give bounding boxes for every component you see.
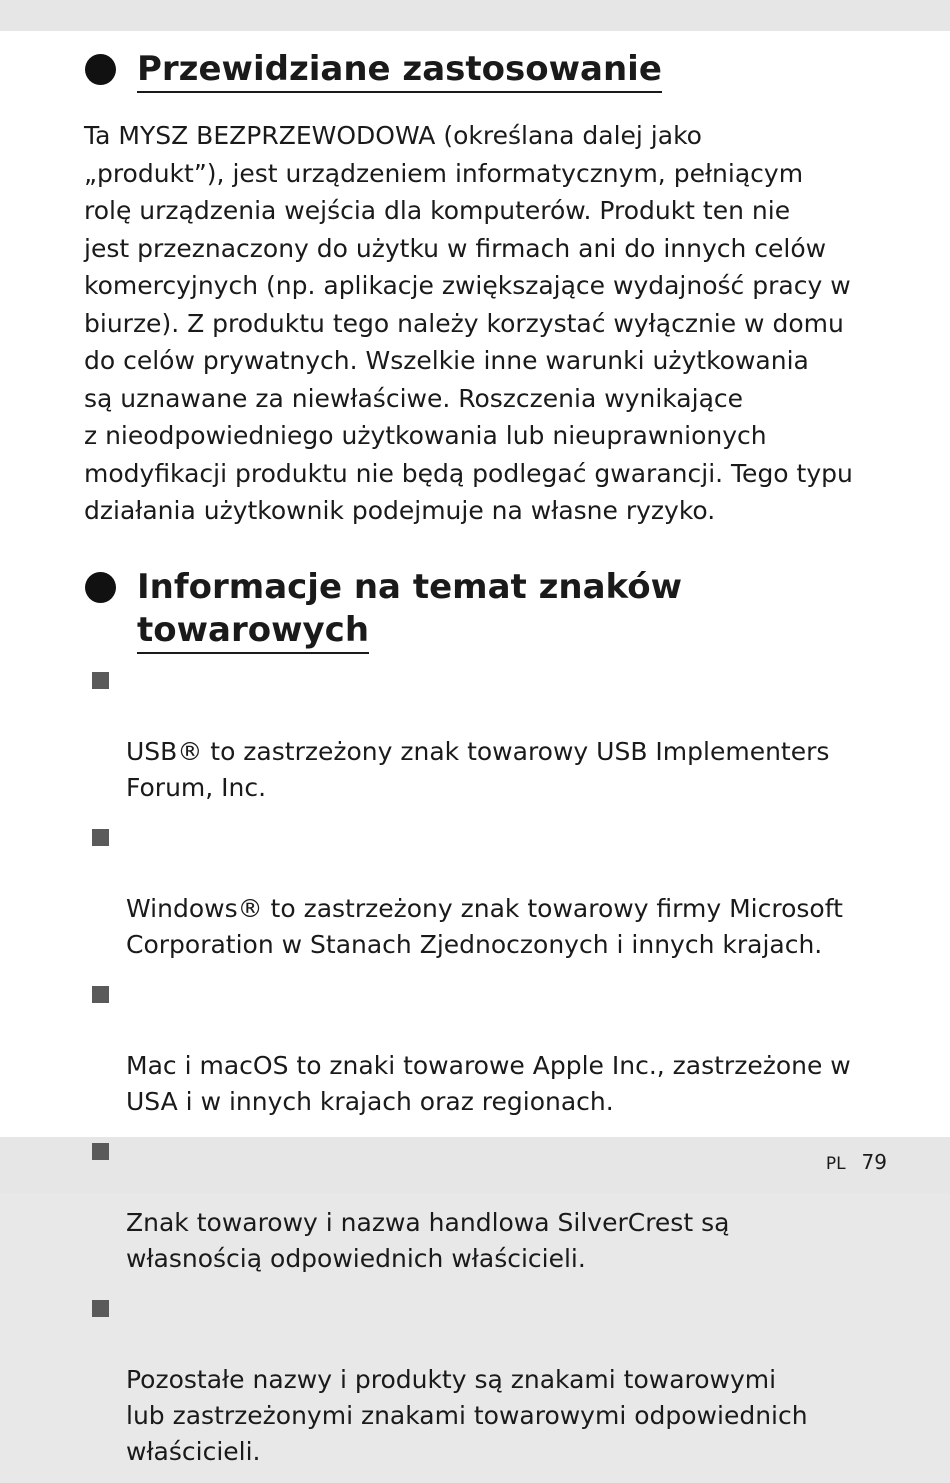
page-footer — [826, 1150, 887, 1174]
list-item — [88, 1133, 908, 1277]
section-bullet-icon — [85, 54, 116, 85]
square-bullet-icon — [92, 986, 109, 1003]
square-bullet-icon — [92, 672, 109, 689]
list-item — [88, 976, 908, 1120]
section-heading-trademarks — [137, 566, 682, 654]
list-item — [88, 819, 908, 963]
list-item-text: Pozostałe nazwy i produkty są znakami towarowymi lub zastrzeżonymi znakami towarowymi odpowiednich właścicieli. — [126, 1365, 808, 1466]
list-item — [88, 662, 908, 806]
list-item-text: Windows® to zastrzeżony znak towarowy firmy Microsoft Corporation w Stanach Zjednoczonych i innych krajach. — [126, 894, 843, 959]
language-code: PL — [825, 1154, 846, 1174]
square-bullet-icon — [92, 829, 109, 846]
intended-use-paragraph: Ta MYSZ BEZPRZEWODOWA (określana dalej jako „produkt”), jest urządzeniem informatycznym, pełniącym rolę urządzenia wejścia dla komputerów. Produkt ten nie jest przeznaczony do użytku w firmach ani do innych celów komercyjnych (np. aplikacje zwiększające wydajność pracy w biurze). Z produktu tego należy korzystać wyłącznie w domu do celów prywatnych. Wszelkie inne warunki użytkowania są uznawane za niewłaściwe. Roszczenia wynikające z nieodpowiedniego użytkowania lub nieuprawnionych modyfikacji produktu nie będą podlegać gwarancji. Tego typu działania użytkownik podejmuje na własne ryzyko. — [84, 121, 853, 525]
list-item-text: Znak towarowy i nazwa handlowa SilverCrest są własnością odpowiednich właścicieli. — [126, 1208, 730, 1273]
top-margin-bar — [0, 0, 950, 31]
trademark-list — [88, 662, 908, 1483]
heading-text-line1: Informacje na temat znaków — [137, 567, 683, 607]
list-item — [88, 1290, 908, 1470]
list-item-text: USB® to zastrzeżony znak towarowy USB Implementers Forum, Inc. — [126, 737, 830, 802]
section-heading-intended-use — [137, 48, 662, 93]
page-number: 79 — [861, 1150, 887, 1174]
square-bullet-icon — [92, 1143, 109, 1160]
square-bullet-icon — [92, 1300, 109, 1317]
heading-text-line2: towarowych — [137, 609, 369, 654]
section-bullet-icon — [85, 572, 116, 603]
list-item-text: Mac i macOS to znaki towarowe Apple Inc., zastrzeżone w USA i w innych krajach oraz regionach. — [126, 1051, 851, 1116]
heading-text: Przewidziane zastosowanie — [137, 48, 662, 93]
